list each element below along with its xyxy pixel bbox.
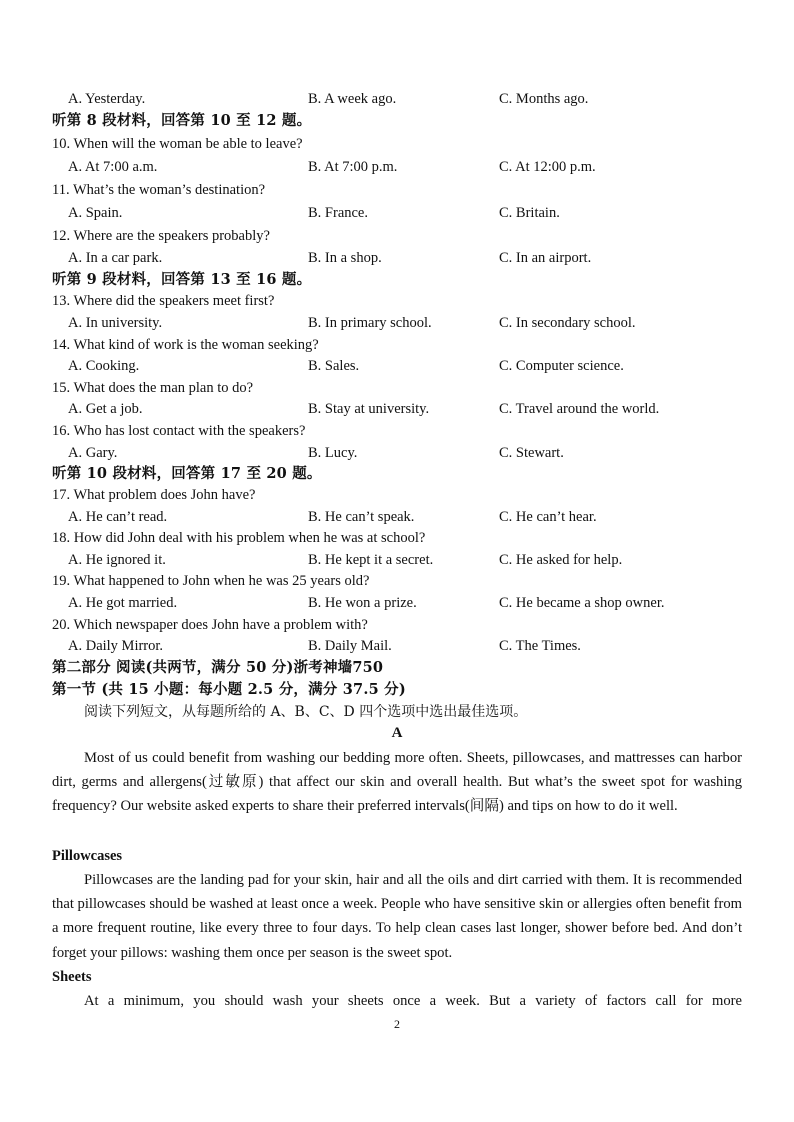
q15-option-b: B. Stay at university. bbox=[308, 401, 430, 417]
q12-option-a: A. In a car park. bbox=[68, 250, 163, 266]
q9-option-a: A. Yesterday. bbox=[68, 91, 146, 107]
question-20: 20. Which newspaper does John have a problem with? bbox=[52, 617, 368, 633]
q14-option-a: A. Cooking. bbox=[68, 358, 140, 374]
subheading-sheets: Sheets bbox=[52, 969, 92, 985]
passage-paragraph-1: Most of us could benefit from washing our bedding more often. Sheets, pillowcases, and mattresses can harbor dirt, germs and allergens(过敏原) that affect our skin and overall health. But what’s the sweet spot for washing frequency? Our website asked experts to share their preferred intervals(间隔) and tips on how to do it well. bbox=[52, 750, 742, 815]
question-16: 16. Who has lost contact with the speakers? bbox=[52, 423, 306, 439]
q14-option-b: B. Sales. bbox=[308, 358, 360, 374]
q20-option-c: C. The Times. bbox=[499, 638, 581, 654]
q15-option-a: A. Get a job. bbox=[68, 401, 143, 417]
q16-option-a: A. Gary. bbox=[68, 445, 118, 461]
question-19: 19. What happened to John when he was 25 years old? bbox=[52, 573, 370, 589]
q17-option-c: C. He can’t hear. bbox=[499, 509, 597, 525]
question-13: 13. Where did the speakers meet first? bbox=[52, 293, 275, 309]
q20-option-b: B. Daily Mail. bbox=[308, 638, 392, 654]
q20-option-a: A. Daily Mirror. bbox=[68, 638, 164, 654]
q12-option-c: C. In an airport. bbox=[499, 250, 592, 266]
question-17: 17. What problem does John have? bbox=[52, 487, 256, 503]
passage-paragraph-3: At a minimum, you should wash your sheets once a week. But a variety of factors call for more bbox=[84, 993, 742, 1009]
question-10: 10. When will the woman be able to leave? bbox=[52, 136, 303, 152]
q10-option-b: B. At 7:00 p.m. bbox=[308, 159, 398, 175]
section-9-heading: 听第 9 段材料，回答第 13 至 16 题。 bbox=[52, 271, 312, 288]
subheading-pillowcases: Pillowcases bbox=[52, 848, 123, 864]
q18-option-b: B. He kept it a secret. bbox=[308, 552, 434, 568]
q13-option-b: B. In primary school. bbox=[308, 315, 432, 331]
page-number: 2 bbox=[394, 1017, 400, 1031]
section-8-heading: 听第 8 段材料，回答第 10 至 12 题。 bbox=[52, 112, 312, 129]
q11-option-b: B. France. bbox=[308, 205, 368, 221]
q10-option-a: A. At 7:00 a.m. bbox=[68, 159, 158, 175]
passage-paragraph-2: Pillowcases are the landing pad for your skin, hair and all the oils and dirt carried with them. It is recommended that pillowcases should be washed at least once a week. People who have sensitive skin or allergies often benefit from a more frequent routine, like every three to four days. To help clean cases last longer, shower before bed. And don’t forget your pillows: washing them once per season is the sweet spot. bbox=[52, 872, 742, 961]
q13-option-a: A. In university. bbox=[68, 315, 163, 331]
q19-option-a: A. He got married. bbox=[68, 595, 178, 611]
q15-option-c: C. Travel around the world. bbox=[499, 401, 660, 417]
q17-option-b: B. He can’t speak. bbox=[308, 509, 415, 525]
q9-option-c: C. Months ago. bbox=[499, 91, 589, 107]
passage-title: A bbox=[391, 725, 403, 741]
q19-option-b: B. He won a prize. bbox=[308, 595, 417, 611]
q19-option-c: C. He became a shop owner. bbox=[499, 595, 665, 611]
part-2-section-1-heading: 第一节 (共 15 小题：每小题 2.5 分，满分 37.5 分) bbox=[52, 681, 406, 698]
q10-option-c: C. At 12:00 p.m. bbox=[499, 159, 596, 175]
q9-option-b: B. A week ago. bbox=[308, 91, 397, 107]
question-12: 12. Where are the speakers probably? bbox=[52, 228, 270, 244]
question-18: 18. How did John deal with his problem when he was at school? bbox=[52, 530, 426, 546]
q16-option-b: B. Lucy. bbox=[308, 445, 358, 461]
q13-option-c: C. In secondary school. bbox=[499, 315, 636, 331]
part-2-heading: 第二部分 阅读(共两节，满分 50 分)浙考神墙750 bbox=[52, 659, 384, 676]
q11-option-a: A. Spain. bbox=[68, 205, 123, 221]
question-15: 15. What does the man plan to do? bbox=[52, 380, 254, 396]
q16-option-c: C. Stewart. bbox=[499, 445, 564, 461]
q14-option-c: C. Computer science. bbox=[499, 358, 624, 374]
q18-option-c: C. He asked for help. bbox=[499, 552, 623, 568]
reading-instruction: 阅读下列短文，从每题所给的 A、B、C、D 四个选项中选出最佳选项。 bbox=[84, 704, 528, 720]
q18-option-a: A. He ignored it. bbox=[68, 552, 166, 568]
q12-option-b: B. In a shop. bbox=[308, 250, 382, 266]
question-14: 14. What kind of work is the woman seeking? bbox=[52, 337, 319, 353]
q11-option-c: C. Britain. bbox=[499, 205, 560, 221]
q17-option-a: A. He can’t read. bbox=[68, 509, 168, 525]
section-10-heading: 听第 10 段材料，回答第 17 至 20 题。 bbox=[52, 465, 322, 482]
question-11: 11. What’s the woman’s destination? bbox=[52, 182, 266, 198]
